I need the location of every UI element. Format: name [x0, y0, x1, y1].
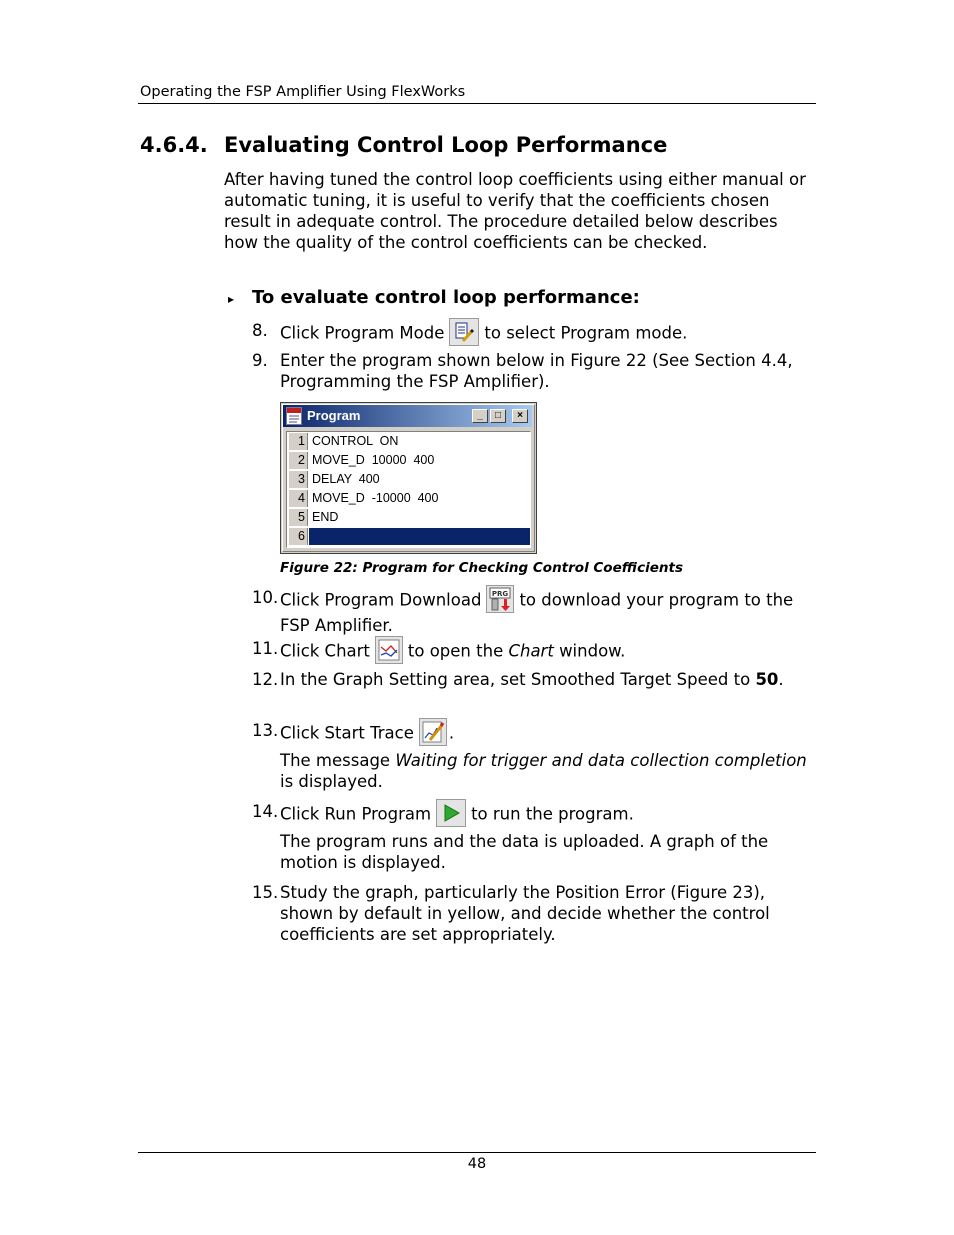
step-14-note: The program runs and the data is uploaded. A graph of the motion is displayed. [280, 832, 769, 872]
start-trace-icon[interactable] [419, 718, 447, 746]
program-line[interactable]: 2 MOVE_D 10000 400 [287, 451, 530, 470]
procedure-title: To evaluate control loop performance: [252, 287, 640, 308]
running-header: Operating the FSP Amplifier Using FlexWorks [140, 84, 466, 100]
header-rule [138, 103, 816, 104]
intro-paragraph: After having tuned the control loop coefficients using either manual or automatic tuning, it is useful to verify that the coefficients chosen result in adequate control. The procedure detailed below describes how the quality of the control coefficients can be checked. [224, 170, 806, 252]
step-13-note: The message Waiting for trigger and data collection completion is displayed. [280, 751, 807, 791]
run-program-icon[interactable] [436, 799, 466, 827]
program-window [280, 402, 537, 554]
procedure-bullet-icon: ▸ [228, 292, 235, 306]
section-title: Evaluating Control Loop Performance [224, 133, 668, 157]
close-button[interactable]: × [512, 409, 528, 423]
page-number: 48 [467, 1156, 487, 1172]
program-line[interactable]: 4 MOVE_D -10000 400 [287, 489, 530, 508]
maximize-button[interactable]: □ [490, 409, 506, 423]
footer-rule [138, 1152, 816, 1153]
minimize-button[interactable]: _ [472, 409, 488, 423]
program-line-selected[interactable]: 6 [287, 527, 530, 546]
figure-caption: Figure 22: Program for Checking Control Coefficients [280, 560, 683, 576]
program-window-title: Program [307, 408, 361, 423]
program-window-icon [286, 407, 302, 425]
program-line[interactable]: 3 DELAY 400 [287, 470, 530, 489]
program-line[interactable]: 5 END [287, 508, 530, 527]
program-download-icon[interactable] [486, 585, 514, 613]
program-listing[interactable] [286, 431, 531, 548]
section-number: 4.6.4. [140, 133, 208, 157]
download-icon-label: PRG [492, 590, 509, 598]
program-line[interactable]: 1 CONTROL ON [287, 432, 530, 451]
program-window-titlebar[interactable] [283, 405, 532, 427]
chart-icon[interactable] [375, 636, 403, 664]
program-mode-icon[interactable] [449, 318, 479, 346]
